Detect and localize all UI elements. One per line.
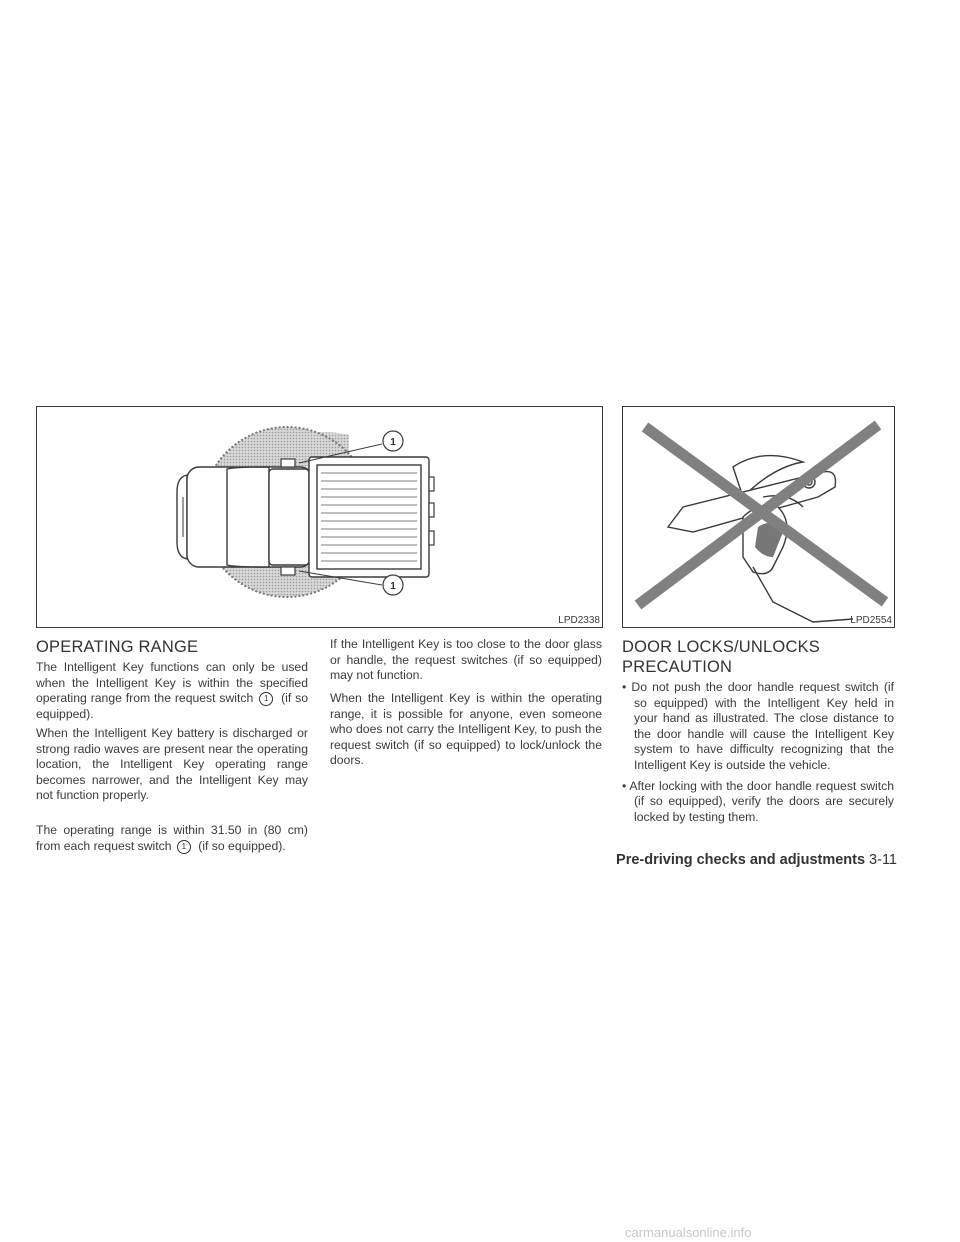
- truck-top-view-illustration: [37, 407, 602, 627]
- door-handle-illustration: [623, 407, 894, 627]
- section-heading-door-locks: DOOR LOCKS/UNLOCKS PRECAUTION: [622, 638, 820, 676]
- door-locks-bullet-list: [622, 680, 894, 830]
- watermark: carmanualsonline.info: [625, 1225, 752, 1240]
- list-item: • Do not push the door handle request switch (if so equipped) with the Intelligent Key held in your hand as illustrated. The close distance to the door handle will cause the Intelligent Key system to have difficulty recognizing that the Intelligent Key is outside the vehicle.: [622, 680, 894, 772]
- list-item: • After locking with the door handle request switch (if so equipped), verify the doors are securely locked by testing them.: [622, 778, 894, 824]
- page-number: 3-11: [869, 852, 897, 868]
- figure-operating-range: [36, 406, 603, 628]
- paragraph-operating-range-2: When the Intelligent Key battery is discharged or strong radio waves are present near the operating location, the Intelligent Key operating range becomes narrower, and the Intelligent Key may not function properly.: [36, 726, 308, 803]
- paragraph-operating-range-4: If the Intelligent Key is too close to the door glass or handle, the request switches (if so equipped) may not function.: [330, 637, 602, 683]
- paragraph-operating-range-1: The Intelligent Key functions can only be used when the Intelligent Key is within the specified operating range from the request switch 1 (if so equipped).: [36, 660, 308, 721]
- figure-code: LPD2554: [850, 615, 892, 626]
- paragraph-operating-range-3: The operating range is within 31.50 in (80 cm) from each request switch 1 (if so equipped).: [36, 823, 308, 853]
- callout-1-icon: 1: [177, 840, 191, 854]
- figure-door-handle-warning: [622, 406, 895, 628]
- section-heading-operating-range: OPERATING RANGE: [36, 638, 199, 656]
- callout-1-icon: 1: [259, 692, 273, 706]
- footer-section-title: Pre-driving checks and adjustments: [616, 852, 866, 868]
- svg-text:1: 1: [390, 437, 396, 448]
- paragraph-operating-range-5: When the Intelligent Key is within the operating range, it is possible for anyone, even someone who does not carry the Intelligent Key, to push the request switch (if so equipped) to lock/unlock the doors.: [330, 691, 602, 768]
- page-footer: [616, 852, 897, 868]
- svg-text:1: 1: [390, 581, 396, 592]
- figure-code: LPD2338: [558, 615, 600, 626]
